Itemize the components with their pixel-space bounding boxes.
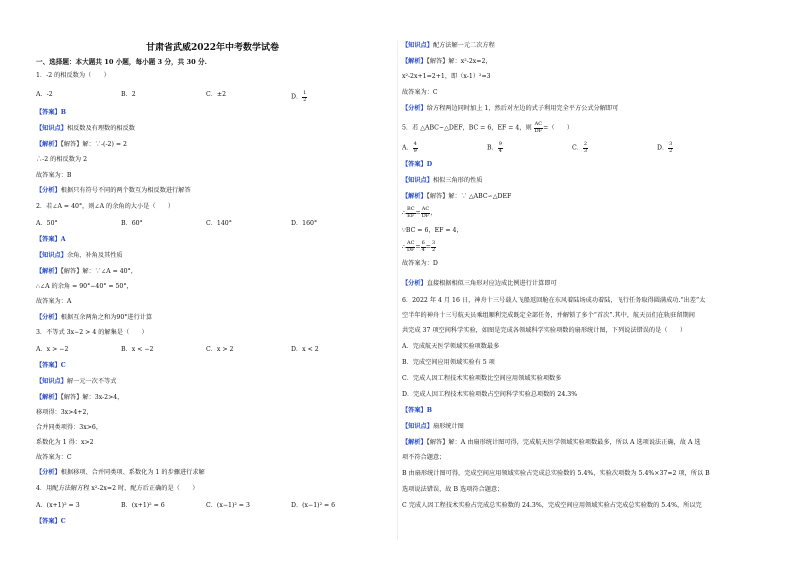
q5-solution bbox=[402, 193, 511, 201]
q5-knowledge bbox=[402, 177, 482, 185]
frac-numerator: 2 bbox=[583, 141, 588, 147]
knowledge-text: 余角、补角及其性质 bbox=[66, 252, 123, 259]
frac-denominator: 2 bbox=[303, 96, 307, 103]
option-fraction bbox=[413, 142, 418, 154]
q6-solution-line-4: 选项说法错误，故 B 选项符合题意； bbox=[402, 486, 504, 493]
frac-numerator: 3 bbox=[669, 141, 673, 147]
q6-knowledge bbox=[402, 423, 464, 431]
tag-label: 【分析】 bbox=[36, 469, 61, 476]
q6-solution-line-1 bbox=[402, 439, 701, 447]
q1-solution-line: ∴-2 的相反数为 2 bbox=[36, 156, 88, 163]
q2-solution bbox=[36, 268, 137, 276]
q1-option-c: C．±2 bbox=[206, 91, 227, 98]
tag-label: 【知识点】 bbox=[402, 42, 433, 49]
q3-conclusion: 故答案为：C bbox=[36, 454, 72, 461]
tag-label: 【解析】 bbox=[402, 439, 427, 446]
q3-option-d: D．x < 2 bbox=[291, 346, 319, 353]
q3-step-1: 移项得：3x>4+2， bbox=[36, 409, 93, 416]
option-fraction bbox=[498, 142, 503, 154]
q4-option-b: B．(x+1)² = 6 bbox=[121, 502, 165, 509]
frac-numerator: 9 bbox=[498, 141, 502, 147]
q2-option-d: D．160° bbox=[291, 220, 318, 227]
q1-stem: 1．-2 的相反数为（ ） bbox=[36, 72, 110, 79]
q3-options bbox=[36, 346, 376, 354]
q5-answer: 【答案】D bbox=[402, 161, 433, 168]
tag-label: 【知识点】 bbox=[36, 378, 67, 385]
q3-analysis bbox=[36, 469, 205, 477]
q3-step-3: 系数化为 1 得：x>2 bbox=[36, 439, 94, 446]
frac-denominator: DF bbox=[421, 212, 430, 219]
solution-text: 【解答】解：∵ △ABC∽△DEF bbox=[426, 193, 512, 200]
option-fraction bbox=[583, 142, 588, 154]
frac-denominator: 2 bbox=[669, 147, 673, 154]
q6-solution-line-3: B 由扇形统计图可得，完成空间应用领域实验占完成总实验数的 5.4%，实验次项数为 5.4%×37≈2 项，所以 B bbox=[402, 470, 710, 477]
frac-numerator: 4 bbox=[413, 141, 417, 147]
knowledge-text: 相反数及有理数的相反数 bbox=[66, 125, 135, 132]
q6-option-d: D．完成人因工程技术实验项数占空间科学实验总项数的 24.3% bbox=[402, 391, 578, 398]
q4-solution bbox=[402, 58, 492, 66]
analysis-text: 根据移项、合并同类项、系数化为 1 的步骤进行求解 bbox=[60, 469, 205, 476]
tag-label: 【分析】 bbox=[36, 314, 61, 321]
q1-conclusion: 故答案为：B bbox=[36, 172, 72, 179]
q1-option-d-label: D． bbox=[291, 93, 303, 101]
tag-label: 【知识点】 bbox=[402, 423, 433, 430]
option-label: A． bbox=[402, 144, 413, 152]
knowledge-text: 相似三角形的性质 bbox=[432, 177, 483, 184]
q5-option-d bbox=[657, 142, 742, 154]
equals-sign: = bbox=[415, 209, 421, 217]
frac-numerator: 6 bbox=[421, 240, 425, 246]
frac-denominator: DF bbox=[534, 127, 543, 134]
q1-option-a: A．-2 bbox=[36, 91, 53, 98]
q1-option-d-fraction bbox=[302, 91, 307, 103]
q2-analysis bbox=[36, 314, 152, 322]
q3-answer: 【答案】C bbox=[36, 362, 66, 369]
q2-option-c: C．140° bbox=[206, 220, 232, 227]
q5-stem-tail: =（ ） bbox=[543, 124, 574, 132]
tag-label: 【解析】 bbox=[36, 394, 61, 401]
tag-label: 【解析】 bbox=[36, 141, 61, 148]
q5-stem-text: 5．若 △ABC∽△DEF，BC = 6，EF = 4，则 bbox=[402, 124, 532, 132]
section-heading: 一、选择题：本大题共 10 小题，每小题 3 分，共 30 分. bbox=[36, 58, 207, 66]
q6-solution-line-2: 项不符合题意； bbox=[402, 454, 446, 461]
tag-label: 【分析】 bbox=[402, 280, 427, 287]
q5-option-a bbox=[402, 142, 487, 154]
equals-sign: = bbox=[415, 243, 421, 251]
tag-label: 【分析】 bbox=[36, 187, 61, 194]
q3-step-2: 合并同类项得：3x>6， bbox=[36, 424, 103, 431]
frac-numerator: BC bbox=[406, 206, 415, 212]
q5-given-line: ∵BC = 6，EF = 4， bbox=[402, 227, 463, 234]
q2-stem: 2．若∠A = 40°，则∠A 的余角的大小是（ ） bbox=[36, 203, 175, 210]
frac-denominator: 3 bbox=[583, 147, 588, 154]
q3-stem: 3．不等式 3x−2 > 4 的解集是（ ） bbox=[36, 329, 148, 336]
frac-denominator: 4 bbox=[498, 147, 502, 154]
analysis-text: 根据只有符号不同的两个数互为相反数进行解答 bbox=[60, 187, 191, 194]
q6-option-a: A．完成航天医学领域实验项数最多 bbox=[402, 343, 500, 350]
q3-option-c: C．x > 2 bbox=[206, 346, 234, 353]
q4-analysis bbox=[402, 105, 618, 113]
analysis-text: 给方程两边同时加上 1，然后对左边的式子利用完全平方公式分解即可 bbox=[426, 105, 619, 112]
q5-analysis bbox=[402, 280, 557, 288]
solution-text: 【解答】解：∵-(-2) = 2 bbox=[60, 141, 127, 148]
q1-analysis bbox=[36, 187, 191, 195]
q3-knowledge bbox=[36, 378, 116, 386]
tag-label: 【知识点】 bbox=[36, 125, 67, 132]
frac-numerator: AC bbox=[534, 121, 543, 127]
q4-conclusion: 故答案为：C bbox=[402, 89, 438, 96]
q4-answer: 【答案】C bbox=[36, 518, 66, 525]
q3-solution bbox=[36, 394, 123, 402]
tag-label: 【解析】 bbox=[402, 58, 427, 65]
q6-stem-line-3: 共完成 37 项空间科学实验，如图是完成各领域科学实验项数的扇形统计图，下列说法错误的是（ ） bbox=[402, 327, 687, 334]
q6-stem-line-1: 6．2022 年 4 月 16 日，神舟十三号载人飞船返回舱在东风着陆场成功着陆，飞行任务取得圆满成功.“出差”太 bbox=[402, 297, 706, 304]
q1-options bbox=[36, 91, 376, 103]
therefore-sign: ∴ bbox=[402, 243, 406, 251]
tag-label: 【知识点】 bbox=[36, 252, 67, 259]
q5-proportion-line bbox=[402, 207, 436, 219]
q6-option-c: C．完成人因工程技术实验项数比空间应用领域实验项数多 bbox=[402, 375, 562, 382]
frac-numerator: AC bbox=[406, 240, 415, 246]
comma: ， bbox=[430, 209, 437, 217]
tag-label: 【解析】 bbox=[402, 193, 427, 200]
option-fraction bbox=[668, 142, 673, 154]
q6-answer: 【答案】B bbox=[402, 407, 432, 414]
q1-solution bbox=[36, 141, 127, 149]
q2-conclusion: 故答案为：A bbox=[36, 298, 72, 305]
solution-text: 【解答】解：A 由扇形统计图可得，完成航天医学领域实验项数最多，所以 A 选项说法正确，故 A 选 bbox=[426, 439, 701, 446]
analysis-text: 根据互余两角之和为90°进行计算 bbox=[60, 314, 153, 321]
frac-numerator: 1 bbox=[303, 90, 307, 96]
frac-denominator: 9 bbox=[413, 147, 417, 154]
fraction bbox=[406, 241, 415, 253]
solution-text: 【解答】解：x²-2x=2， bbox=[426, 58, 492, 65]
q2-answer: 【答案】A bbox=[36, 236, 66, 243]
column-divider bbox=[397, 40, 398, 540]
frac-denominator: 4 bbox=[421, 246, 425, 253]
frac-denominator: DF bbox=[406, 246, 415, 253]
fraction bbox=[421, 207, 430, 219]
q5-stem-fraction bbox=[534, 122, 543, 134]
q6-solution-line-5: C 完成人因工程技术实验占完成总实验数的 24.3%，完成空间应用领域实验占完成总实验数的 5.4%，所以完 bbox=[402, 502, 702, 509]
q2-option-b: B．60° bbox=[121, 220, 143, 227]
frac-denominator: EF bbox=[407, 212, 415, 219]
q1-answer: 【答案】B bbox=[36, 109, 66, 116]
fraction bbox=[431, 241, 436, 253]
tag-label: 【知识点】 bbox=[402, 177, 433, 184]
q4-stem: 4．用配方法解方程 x²-2x=2 时，配方后正确的是（ ） bbox=[36, 485, 199, 492]
solution-text: 【解答】解：3x-2>4， bbox=[60, 394, 124, 401]
knowledge-text: 解一元一次不等式 bbox=[66, 378, 117, 385]
q1-option-b: B．2 bbox=[121, 91, 136, 98]
frac-denominator: 2 bbox=[431, 246, 436, 253]
frac-numerator: 3 bbox=[431, 240, 436, 246]
q5-option-c bbox=[572, 142, 657, 154]
q1-knowledge bbox=[36, 125, 135, 133]
q3-option-a: A．x > −2 bbox=[36, 346, 69, 353]
q4-option-d: D．(x−1)² = 6 bbox=[291, 502, 336, 509]
tag-label: 【解析】 bbox=[36, 268, 61, 275]
knowledge-text: 配方法解一元二次方程 bbox=[432, 42, 495, 49]
q5-conclusion: 故答案为：D bbox=[402, 260, 438, 267]
q4-option-c: C．(x−1)² = 3 bbox=[206, 502, 250, 509]
page-title: 甘肃省武威2022年中考数学试卷 bbox=[146, 43, 280, 53]
q2-options bbox=[36, 220, 376, 228]
q6-stem-line-2: 空半年的神舟十三号航天员乘组顺利完成既定全部任务，并解锁了多个“首次”.其中，航天员们在轨驻留期间 bbox=[402, 312, 695, 319]
q4-option-a: A．(x+1)² = 3 bbox=[36, 502, 80, 509]
fraction bbox=[406, 207, 416, 219]
q5-options bbox=[402, 142, 742, 154]
tag-label: 【分析】 bbox=[402, 105, 427, 112]
knowledge-text: 扇形统计图 bbox=[432, 423, 464, 430]
q6-option-b: B．完成空间应用领域实验有 5 项 bbox=[402, 359, 495, 366]
q5-result-line bbox=[402, 241, 436, 253]
frac-numerator: AC bbox=[421, 206, 430, 212]
q4-knowledge bbox=[402, 42, 495, 50]
solution-text: 【解答】解：∵∠A = 40°， bbox=[60, 268, 137, 275]
q4-options bbox=[36, 502, 376, 510]
option-label: B． bbox=[487, 144, 498, 152]
q2-solution-line: ∴∠A 的余角 = 90°−40° = 50°， bbox=[36, 283, 133, 290]
q5-option-b bbox=[487, 142, 572, 154]
option-label: C． bbox=[572, 144, 583, 152]
q3-option-b: B．x < −2 bbox=[121, 346, 154, 353]
q5-stem bbox=[402, 122, 573, 134]
q1-option-d bbox=[291, 91, 376, 103]
analysis-text: 直接根据相似三角形对应边成比例进行计算即可 bbox=[426, 280, 557, 287]
equals-sign: = bbox=[425, 243, 431, 251]
option-label: D． bbox=[657, 144, 669, 152]
therefore-sign: ∴ bbox=[402, 209, 406, 217]
q4-solution-line: x²-2x+1=2+1，即（x-1）²=3 bbox=[402, 73, 491, 80]
q2-option-a: A．50° bbox=[36, 220, 58, 227]
q2-knowledge bbox=[36, 252, 123, 260]
